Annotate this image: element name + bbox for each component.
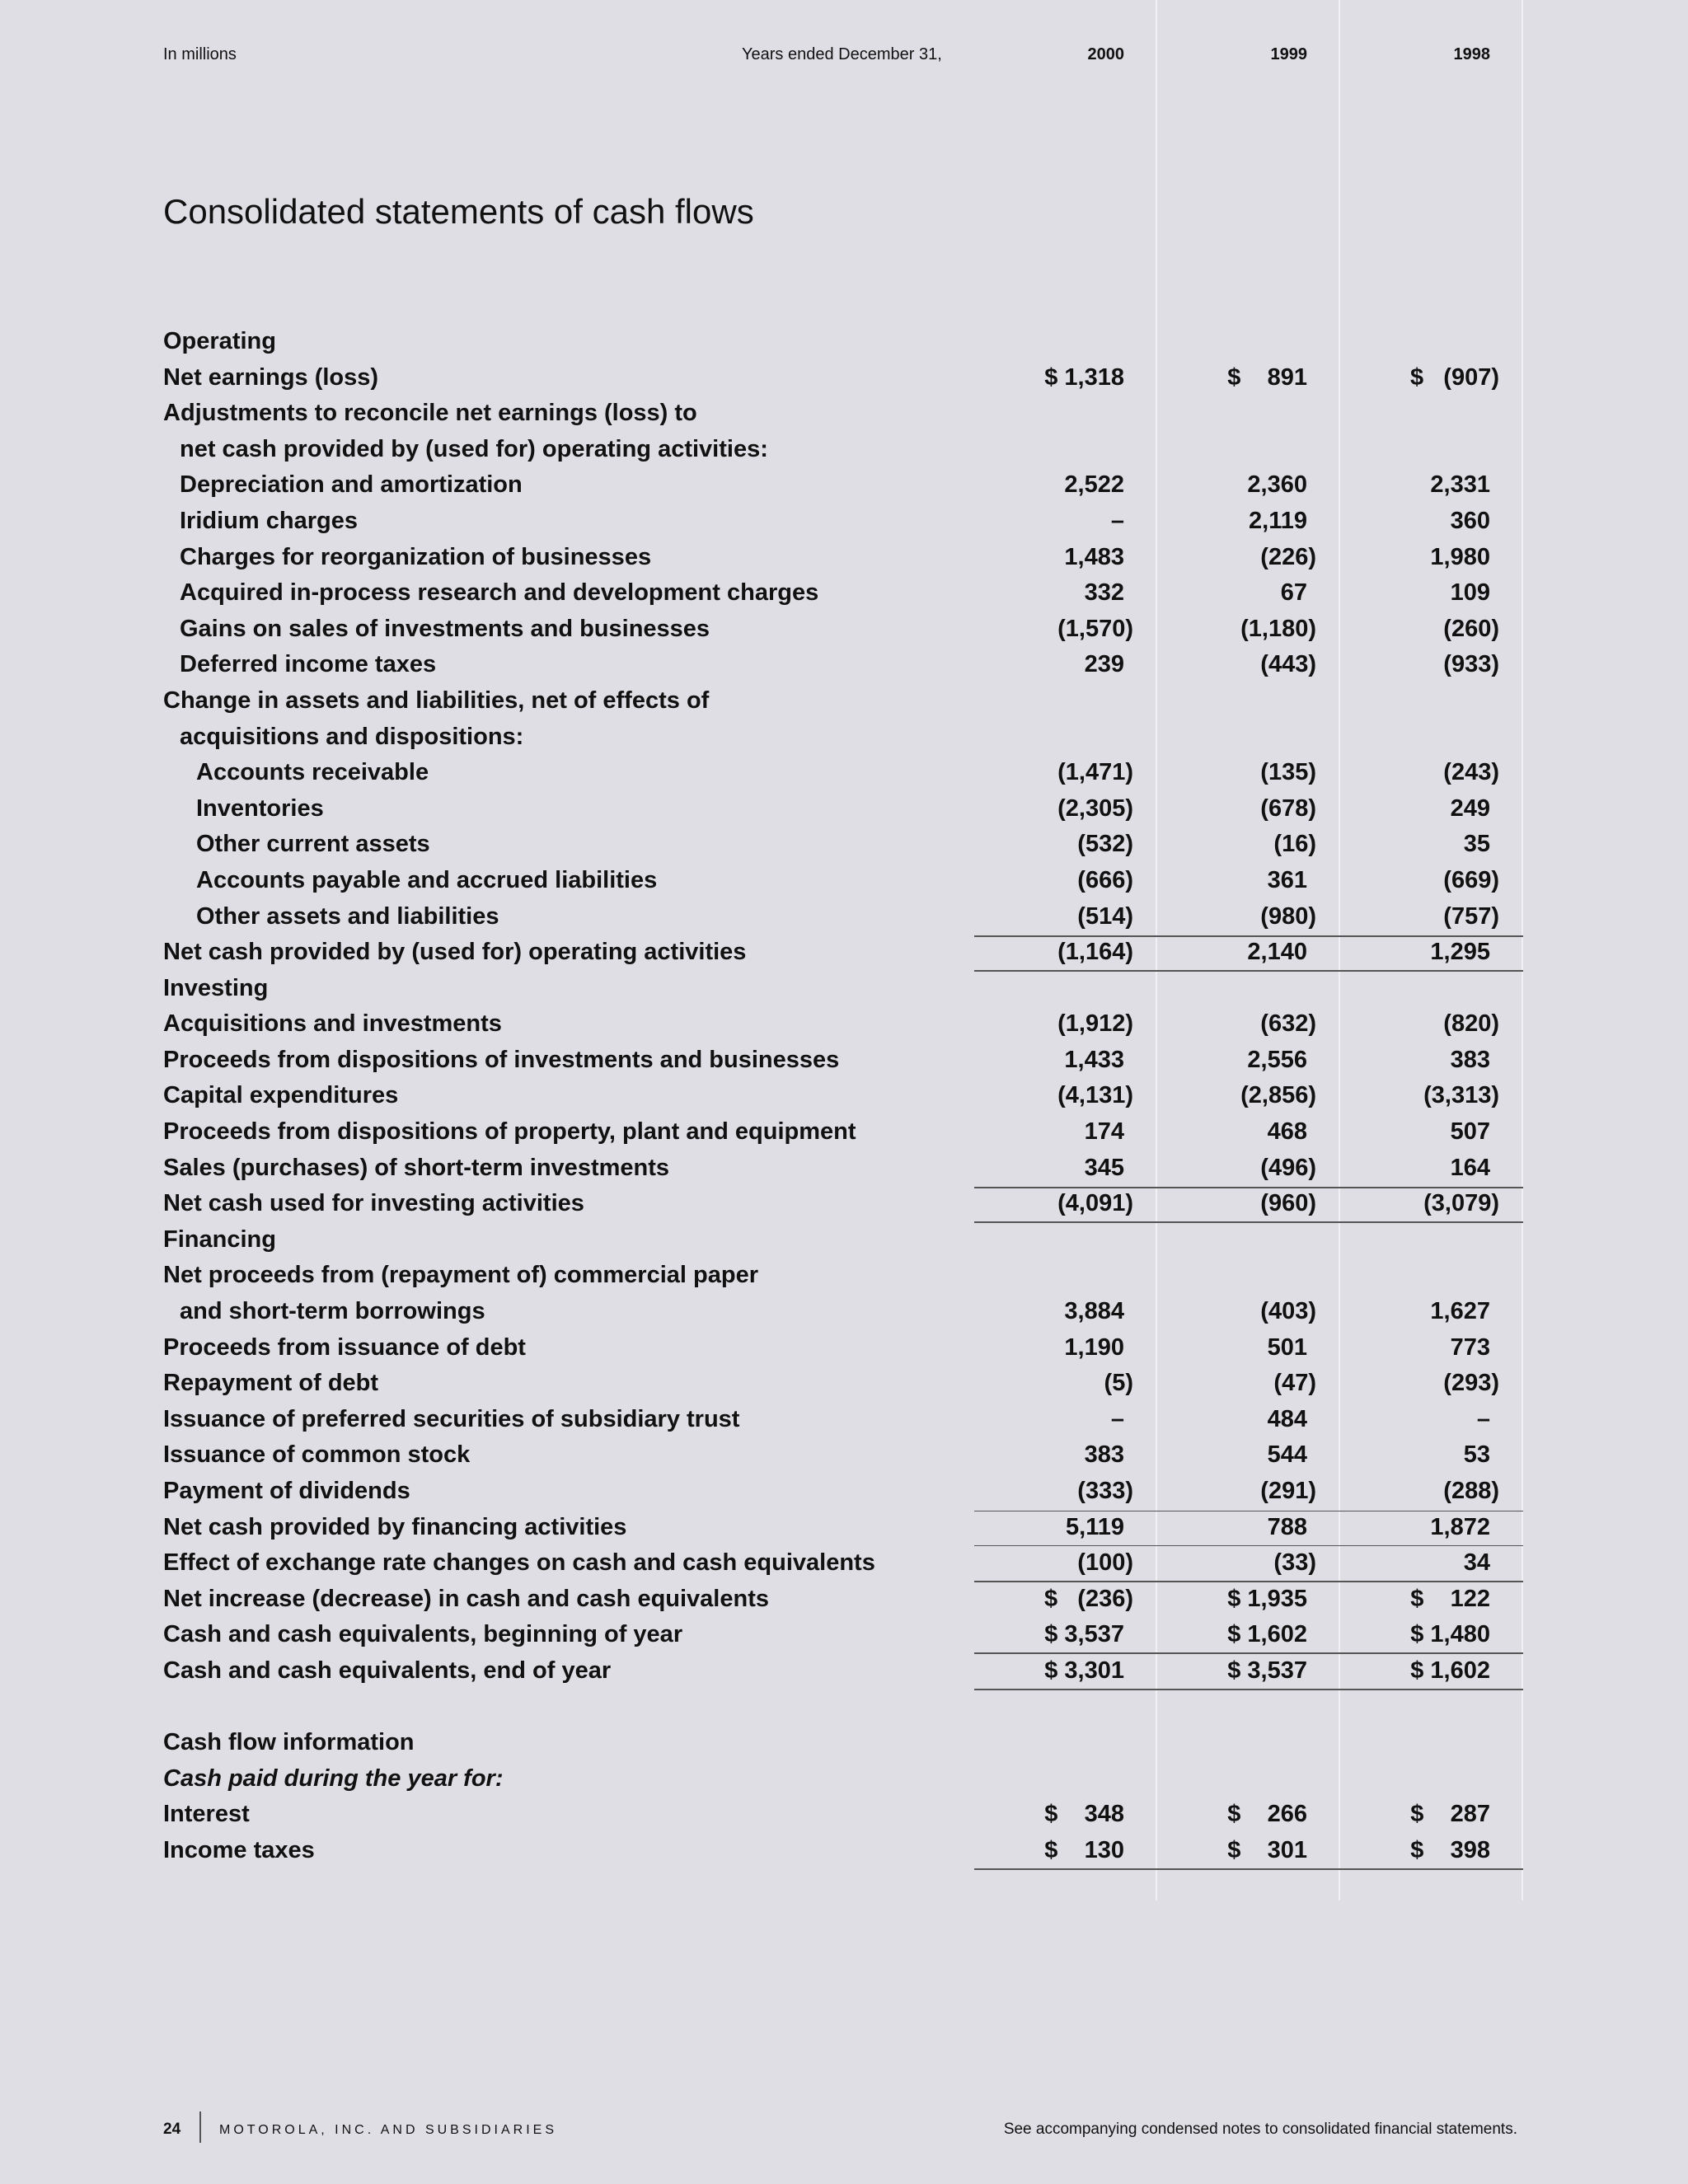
row-label: Net cash used for investing activities (163, 1190, 584, 1217)
company-name: MOTOROLA, INC. AND SUBSIDIARIES (219, 2123, 557, 2137)
row-value-1999: 544 (1267, 1441, 1307, 1469)
table-row (163, 1834, 1523, 1870)
table-row (163, 1295, 1523, 1331)
table-row (163, 1762, 1523, 1798)
units-label: In millions (163, 45, 237, 63)
row-value-2000: $ 130 (1044, 1836, 1124, 1863)
row-value-1998: (288) (1443, 1478, 1499, 1504)
row-value-1999: 788 (1267, 1513, 1307, 1540)
row-value-1998: (260) (1443, 615, 1499, 642)
row-value-1999: (291) (1260, 1478, 1316, 1504)
row-label: net cash provided by (used for) operating activities: (180, 435, 768, 462)
row-value-1999: 484 (1267, 1405, 1307, 1432)
row-value-1999: 501 (1267, 1333, 1307, 1361)
row-value-2000: $ 348 (1044, 1801, 1124, 1828)
row-value-2000: (532) (1077, 831, 1133, 858)
row-label: and short-term borrowings (180, 1298, 485, 1325)
row-value-1998: 1,295 (1430, 939, 1490, 966)
row-label: Issuance of preferred securities of subsidiary trust (163, 1405, 740, 1432)
row-value-2000: 383 (1084, 1441, 1124, 1469)
row-label: Operating (163, 328, 276, 354)
table-row (163, 1654, 1523, 1690)
row-value-2000: (1,912) (1057, 1010, 1133, 1038)
row-value-1999: (2,856) (1240, 1082, 1316, 1109)
row-label: acquisitions and dispositions: (180, 723, 524, 750)
row-value-1999: $ 3,537 (1227, 1657, 1307, 1684)
row-value-1999: (1,180) (1240, 615, 1316, 642)
row-label: Net cash provided by (used for) operating activities (163, 939, 747, 966)
row-value-1998: 249 (1450, 794, 1490, 822)
table-row (163, 1115, 1523, 1151)
row-value-1998: (3,313) (1423, 1082, 1499, 1109)
row-value-2000: (2,305) (1057, 794, 1133, 822)
row-value-1999: $ 301 (1227, 1836, 1307, 1863)
row-value-1999: 2,556 (1247, 1046, 1307, 1073)
row-value-1998: (293) (1443, 1370, 1499, 1397)
row-value-2000: 1,483 (1064, 543, 1124, 570)
row-label: Cash paid during the year for: (163, 1765, 504, 1792)
table-row (163, 576, 1523, 612)
page-title: Consolidated statements of cash flows (163, 192, 754, 232)
row-label: Proceeds from issuance of debt (163, 1333, 526, 1361)
table-row (163, 433, 1523, 469)
row-value-1999: 2,140 (1247, 939, 1307, 966)
cash-flow-statement (163, 325, 1523, 1870)
row-value-1998: 2,331 (1430, 471, 1490, 499)
table-row (163, 1511, 1523, 1547)
row-value-1999: (16) (1273, 831, 1316, 858)
row-label: Deferred income taxes (180, 651, 437, 678)
row-label: Other assets and liabilities (196, 902, 499, 930)
row-label: Adjustments to reconcile net earnings (loss) to (163, 400, 697, 427)
row-value-1998: 773 (1450, 1333, 1490, 1361)
row-value-1998: 35 (1463, 831, 1490, 858)
row-label: Capital expenditures (163, 1082, 399, 1109)
row-label: Cash flow information (163, 1729, 415, 1756)
row-value-2000: (1,570) (1057, 615, 1133, 642)
row-value-2000: 332 (1084, 579, 1124, 607)
row-label: Net increase (decrease) in cash and cash equivalents (163, 1585, 769, 1612)
table-row (163, 1797, 1523, 1834)
row-value-1998: $ 122 (1410, 1585, 1490, 1612)
row-label: Repayment of debt (163, 1370, 379, 1397)
row-label: Acquired in-process research and development charges (180, 579, 819, 607)
table-row (163, 1331, 1523, 1367)
total-rule (974, 1868, 1523, 1870)
year-header-1999: 1999 (1270, 45, 1307, 63)
row-value-1998: 34 (1463, 1549, 1490, 1577)
row-value-1998: $ 398 (1410, 1836, 1490, 1863)
row-label: Accounts receivable (196, 759, 429, 786)
period-label: Years ended December 31, (742, 45, 942, 63)
table-row (163, 1007, 1523, 1043)
row-value-1998: 53 (1463, 1441, 1490, 1469)
row-value-1998: 1,627 (1430, 1298, 1490, 1325)
row-label: Other current assets (196, 831, 430, 858)
row-value-1998: $ (907) (1410, 363, 1499, 391)
table-row (163, 1438, 1523, 1474)
row-value-2000: (5) (1104, 1370, 1133, 1397)
row-value-2000: 5,119 (1066, 1513, 1124, 1540)
table-row (163, 972, 1523, 1008)
table-row (163, 1726, 1523, 1762)
row-value-2000: $ 3,537 (1044, 1621, 1124, 1648)
row-value-1998: 164 (1450, 1154, 1490, 1181)
row-label: Acquisitions and investments (163, 1010, 502, 1038)
row-value-1999: (960) (1260, 1190, 1316, 1217)
table-row (163, 361, 1523, 397)
row-value-1999: $ 891 (1227, 363, 1307, 391)
table-row (163, 864, 1523, 900)
row-label: Gains on sales of investments and businesses (180, 615, 710, 642)
row-label: Financing (163, 1226, 276, 1253)
row-value-2000: (4,091) (1057, 1190, 1133, 1217)
table-row (163, 325, 1523, 361)
row-value-1999: $ 266 (1227, 1801, 1307, 1828)
row-value-2000: 1,433 (1064, 1046, 1124, 1073)
table-row (163, 1403, 1523, 1439)
row-value-1999: $ 1,602 (1227, 1621, 1307, 1648)
row-value-1998: (820) (1443, 1010, 1499, 1038)
row-value-1998: (243) (1443, 759, 1499, 786)
row-value-1999: (980) (1260, 902, 1316, 930)
row-label: Inventories (196, 794, 324, 822)
row-value-1999: (403) (1260, 1298, 1316, 1325)
row-value-1999: (47) (1273, 1370, 1316, 1397)
row-value-2000: 1,190 (1064, 1333, 1124, 1361)
row-value-2000: (666) (1077, 866, 1133, 893)
row-value-1998: $ 287 (1410, 1801, 1490, 1828)
row-value-1999: (226) (1260, 543, 1316, 570)
row-value-2000: $ (236) (1044, 1585, 1133, 1612)
row-label: Proceeds from dispositions of property, plant and equipment (163, 1118, 856, 1146)
table-row (163, 1079, 1523, 1115)
row-value-1998: (669) (1443, 866, 1499, 893)
row-label: Net earnings (loss) (163, 363, 379, 391)
row-value-2000: (333) (1077, 1478, 1133, 1504)
row-label: Iridium charges (180, 507, 358, 534)
table-row (163, 1546, 1523, 1582)
table-row (163, 648, 1523, 684)
row-value-2000: $ 1,318 (1044, 363, 1124, 391)
row-label: Depreciation and amortization (180, 471, 523, 499)
page-number: 24 (163, 2121, 181, 2138)
row-label: Sales (purchases) of short-term investments (163, 1154, 670, 1181)
subtotal-rule (974, 935, 1523, 937)
table-row (163, 504, 1523, 541)
row-value-1999: (678) (1260, 794, 1316, 822)
year-header-2000: 2000 (1087, 45, 1124, 63)
table-row (163, 935, 1523, 972)
row-value-1999: 361 (1267, 866, 1307, 893)
row-value-2000: 3,884 (1064, 1298, 1124, 1325)
row-value-2000: 345 (1084, 1154, 1124, 1181)
row-value-2000: (1,471) (1057, 759, 1133, 786)
table-row (163, 900, 1523, 936)
row-label: Proceeds from dispositions of investments and businesses (163, 1046, 840, 1073)
table-row (163, 1223, 1523, 1259)
table-row (163, 1043, 1523, 1080)
row-value-1998: 1,980 (1430, 543, 1490, 570)
table-row (163, 756, 1523, 792)
table-row (163, 468, 1523, 504)
table-row (163, 541, 1523, 577)
row-value-1999: (443) (1260, 651, 1316, 678)
row-value-2000: 174 (1084, 1118, 1124, 1146)
row-label: Payment of dividends (163, 1478, 410, 1504)
row-value-2000: (4,131) (1057, 1082, 1133, 1109)
subtotal-rule (974, 1187, 1523, 1188)
row-value-1999: $ 1,935 (1227, 1585, 1307, 1612)
row-label: Cash and cash equivalents, beginning of year (163, 1621, 683, 1648)
row-value-1998: (3,079) (1423, 1190, 1499, 1217)
row-value-1999: 2,360 (1247, 471, 1307, 499)
table-row (163, 1187, 1523, 1223)
row-value-1998: $ 1,602 (1410, 1657, 1490, 1684)
table-row (163, 1258, 1523, 1295)
table-row (163, 792, 1523, 828)
table-row (163, 1618, 1523, 1654)
row-label: Net cash provided by financing activities (163, 1513, 627, 1540)
table-row (163, 1366, 1523, 1403)
row-value-2000: (1,164) (1057, 939, 1133, 966)
row-value-1998: (757) (1443, 902, 1499, 930)
row-value-1998: $ 1,480 (1410, 1621, 1490, 1648)
year-header-1998: 1998 (1453, 45, 1490, 63)
row-value-1999: 468 (1267, 1118, 1307, 1146)
table-row (163, 612, 1523, 649)
row-value-1999: (632) (1260, 1010, 1316, 1038)
row-label: Income taxes (163, 1836, 315, 1863)
row-value-2000: 2,522 (1064, 471, 1124, 499)
table-row (163, 720, 1523, 757)
subtotal-rule (974, 1511, 1523, 1512)
row-value-1998: (933) (1443, 651, 1499, 678)
table-row (163, 827, 1523, 864)
row-value-2000: – (1110, 507, 1124, 534)
row-value-2000: 239 (1084, 651, 1124, 678)
row-value-1999: 67 (1280, 579, 1307, 607)
row-value-1999: (33) (1273, 1549, 1316, 1577)
row-value-1998: 360 (1450, 507, 1490, 534)
row-label: Investing (163, 974, 269, 1001)
row-label: Cash and cash equivalents, end of year (163, 1657, 612, 1684)
row-value-1998: 1,872 (1430, 1513, 1490, 1540)
row-label: Charges for reorganization of businesses (180, 543, 652, 570)
row-value-1999: (135) (1260, 759, 1316, 786)
row-value-2000: (100) (1077, 1549, 1133, 1577)
row-value-2000: (514) (1077, 902, 1133, 930)
row-value-2000: – (1110, 1405, 1124, 1432)
row-label: Net proceeds from (repayment of) commercial paper (163, 1262, 758, 1289)
row-value-2000: $ 3,301 (1044, 1657, 1124, 1684)
row-label: Change in assets and liabilities, net of effects of (163, 687, 710, 714)
row-value-1998: 109 (1450, 579, 1490, 607)
table-row (163, 396, 1523, 433)
table-row (163, 1151, 1523, 1188)
row-label: Effect of exchange rate changes on cash and cash equivalents (163, 1549, 875, 1577)
table-row (163, 1582, 1523, 1619)
row-value-1998: 507 (1450, 1118, 1490, 1146)
table-row (163, 1690, 1523, 1727)
footer-divider (199, 2111, 201, 2143)
row-value-1998: – (1476, 1405, 1490, 1432)
row-value-1999: 2,119 (1249, 507, 1307, 534)
row-label: Interest (163, 1801, 250, 1828)
table-row (163, 684, 1523, 720)
row-label: Issuance of common stock (163, 1441, 471, 1469)
row-value-1998: 383 (1450, 1046, 1490, 1073)
row-label: Accounts payable and accrued liabilities (196, 866, 658, 893)
table-row (163, 1474, 1523, 1511)
footnote: See accompanying condensed notes to consolidated financial statements. (1003, 2121, 1517, 2138)
row-value-1999: (496) (1260, 1154, 1316, 1181)
